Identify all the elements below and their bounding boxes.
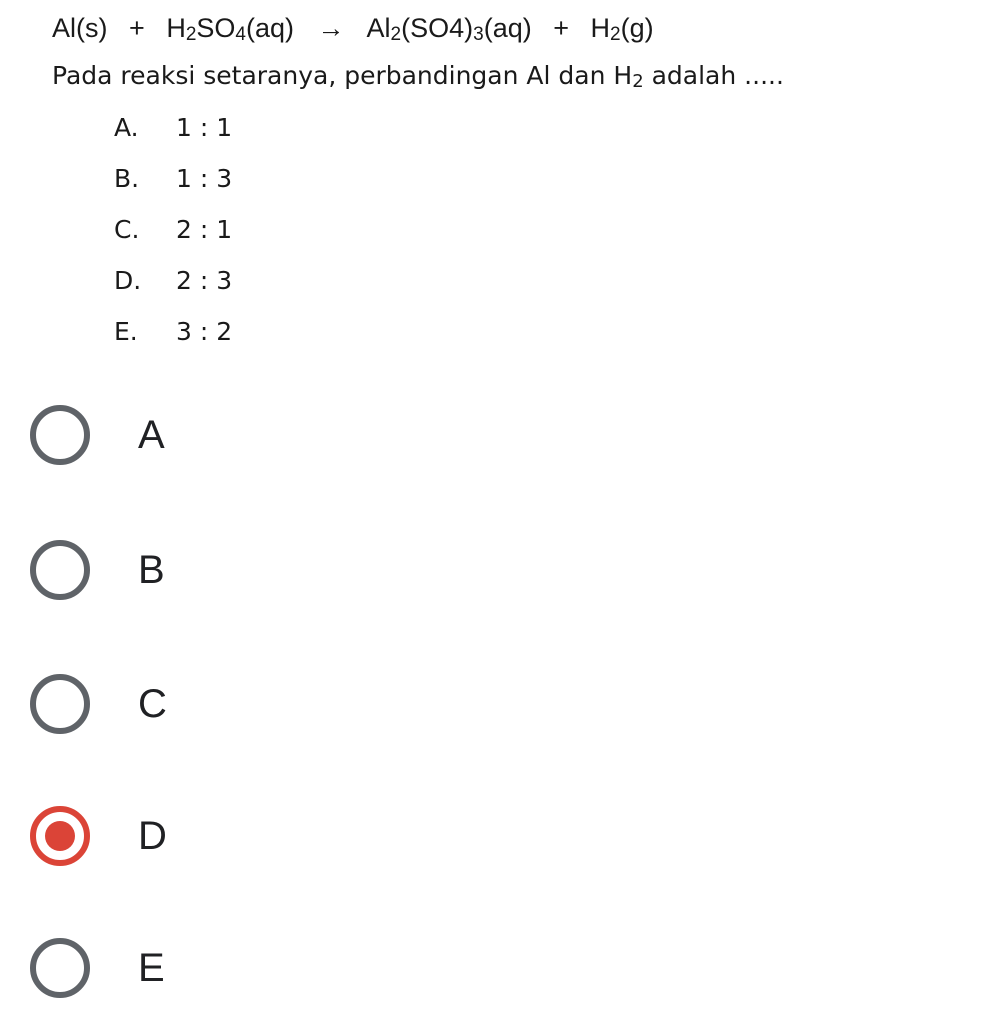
radio-unchecked-icon[interactable] — [30, 405, 90, 465]
chemical-equation — [52, 10, 654, 46]
choice-line-c — [114, 213, 232, 247]
radio-unchecked-icon[interactable] — [30, 674, 90, 734]
answer-label: D — [138, 813, 167, 858]
answer-option-e[interactable] — [20, 918, 920, 1018]
answer-option-b[interactable] — [20, 520, 920, 620]
choice-letter: B. — [114, 164, 140, 193]
answer-option-d[interactable] — [20, 786, 920, 886]
choice-value: 3 : 2 — [176, 317, 233, 346]
radio-unchecked-icon[interactable] — [30, 540, 90, 600]
choice-line-d — [114, 264, 232, 298]
product-h2: $H_2(g)$ — [590, 13, 654, 45]
product-al2so43: $Al_2(SO4)_3(aq)$ — [366, 13, 532, 45]
choice-value: 2 : 3 — [176, 266, 233, 295]
answer-label: A — [138, 412, 165, 457]
answer-label: E — [138, 945, 165, 990]
reactant-h2so4: $H_2SO_4(aq)$ — [166, 13, 294, 45]
plus-sign: + — [129, 13, 145, 43]
reaction-arrow: → — [317, 13, 345, 43]
choice-line-b — [114, 162, 232, 196]
answer-option-c[interactable] — [20, 654, 920, 754]
radio-unchecked-icon[interactable] — [30, 938, 90, 998]
choice-line-a — [114, 111, 232, 145]
radio-dot — [45, 821, 75, 851]
choice-letter: D. — [114, 266, 142, 295]
question-prompt: Pada reaksi setaranya, perbandingan Al dan $H_2$ adalah ..... — [52, 61, 784, 92]
radio-checked-icon[interactable] — [30, 806, 90, 866]
reactant-al: Al(s) — [52, 13, 108, 43]
answer-label: C — [138, 681, 167, 726]
plus-sign: + — [553, 13, 570, 43]
choice-value: 1 : 3 — [176, 164, 233, 193]
choice-letter: E. — [114, 317, 138, 346]
choice-letter: A. — [114, 113, 139, 142]
choice-value: 2 : 1 — [176, 215, 233, 244]
choice-line-e — [114, 315, 232, 349]
answer-label: B — [138, 547, 165, 592]
choice-value: 1 : 1 — [176, 113, 233, 142]
choice-letter: C. — [114, 215, 140, 244]
answer-option-a[interactable] — [20, 385, 920, 485]
